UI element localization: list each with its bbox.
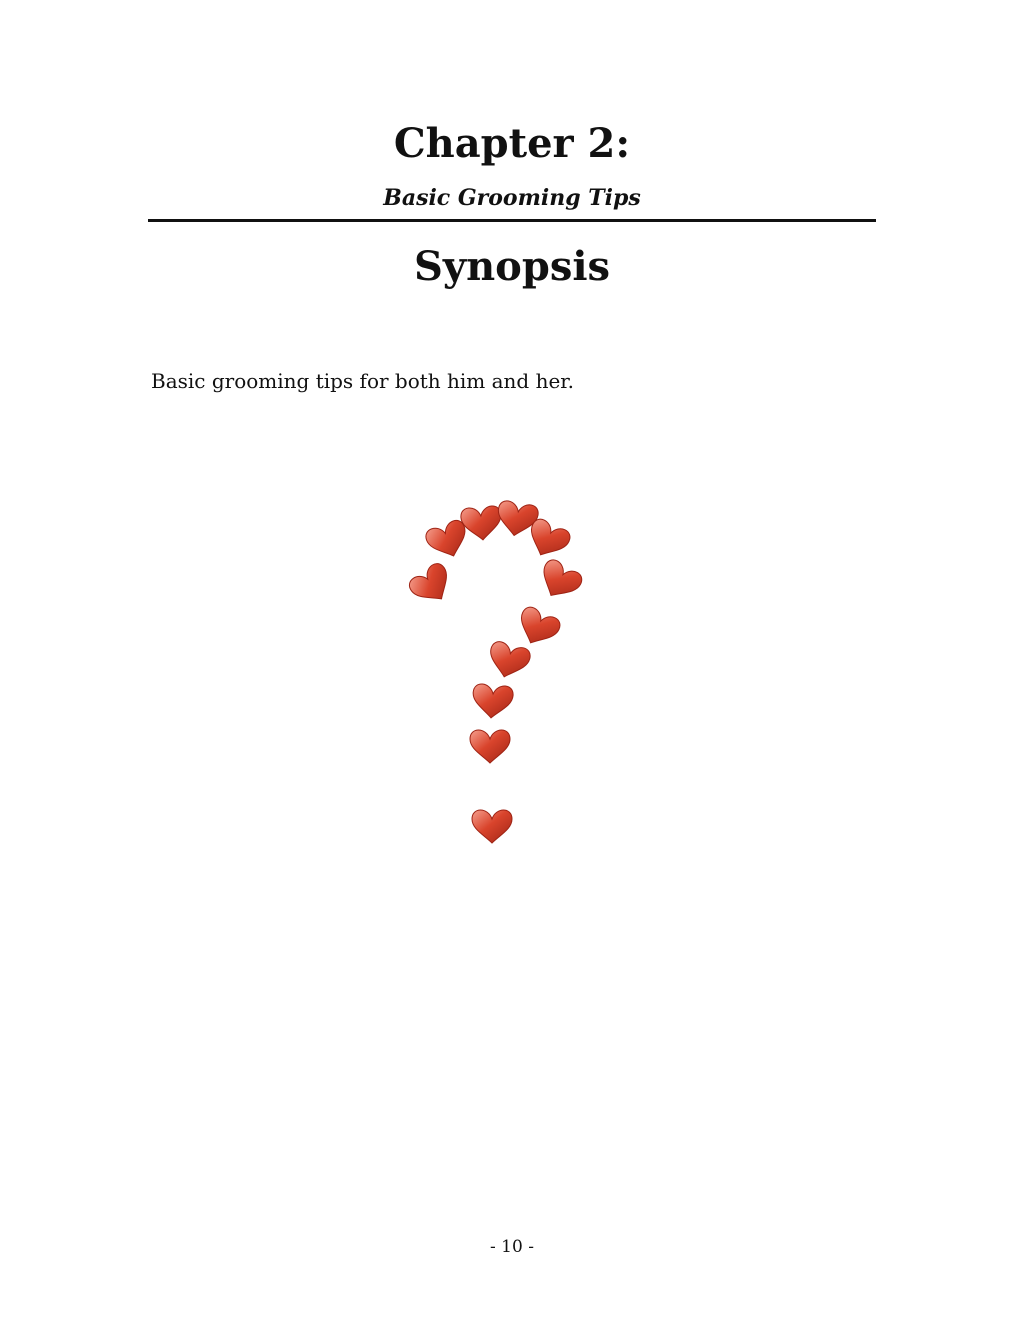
heart-gem-icon <box>460 505 503 541</box>
synopsis-text: Basic grooming tips for both him and her. <box>151 369 575 393</box>
section-title: Synopsis <box>413 243 611 290</box>
heart-gem-icon <box>513 604 563 651</box>
heart-gem-icon <box>472 810 512 843</box>
chapter-subtitle: Basic Grooming Tips <box>383 185 641 211</box>
heart-gem-icon <box>470 730 510 763</box>
chapter-title: Chapter 2: <box>393 120 631 167</box>
heart-gem-icon <box>471 683 514 719</box>
heart-question-mark-icon <box>330 440 670 920</box>
heart-gem-icon <box>406 560 458 610</box>
page-number: - 10 - <box>490 1237 534 1257</box>
heart-gem-icon <box>534 557 585 606</box>
heart-gem-icon <box>485 640 532 682</box>
divider-rule <box>148 219 876 222</box>
